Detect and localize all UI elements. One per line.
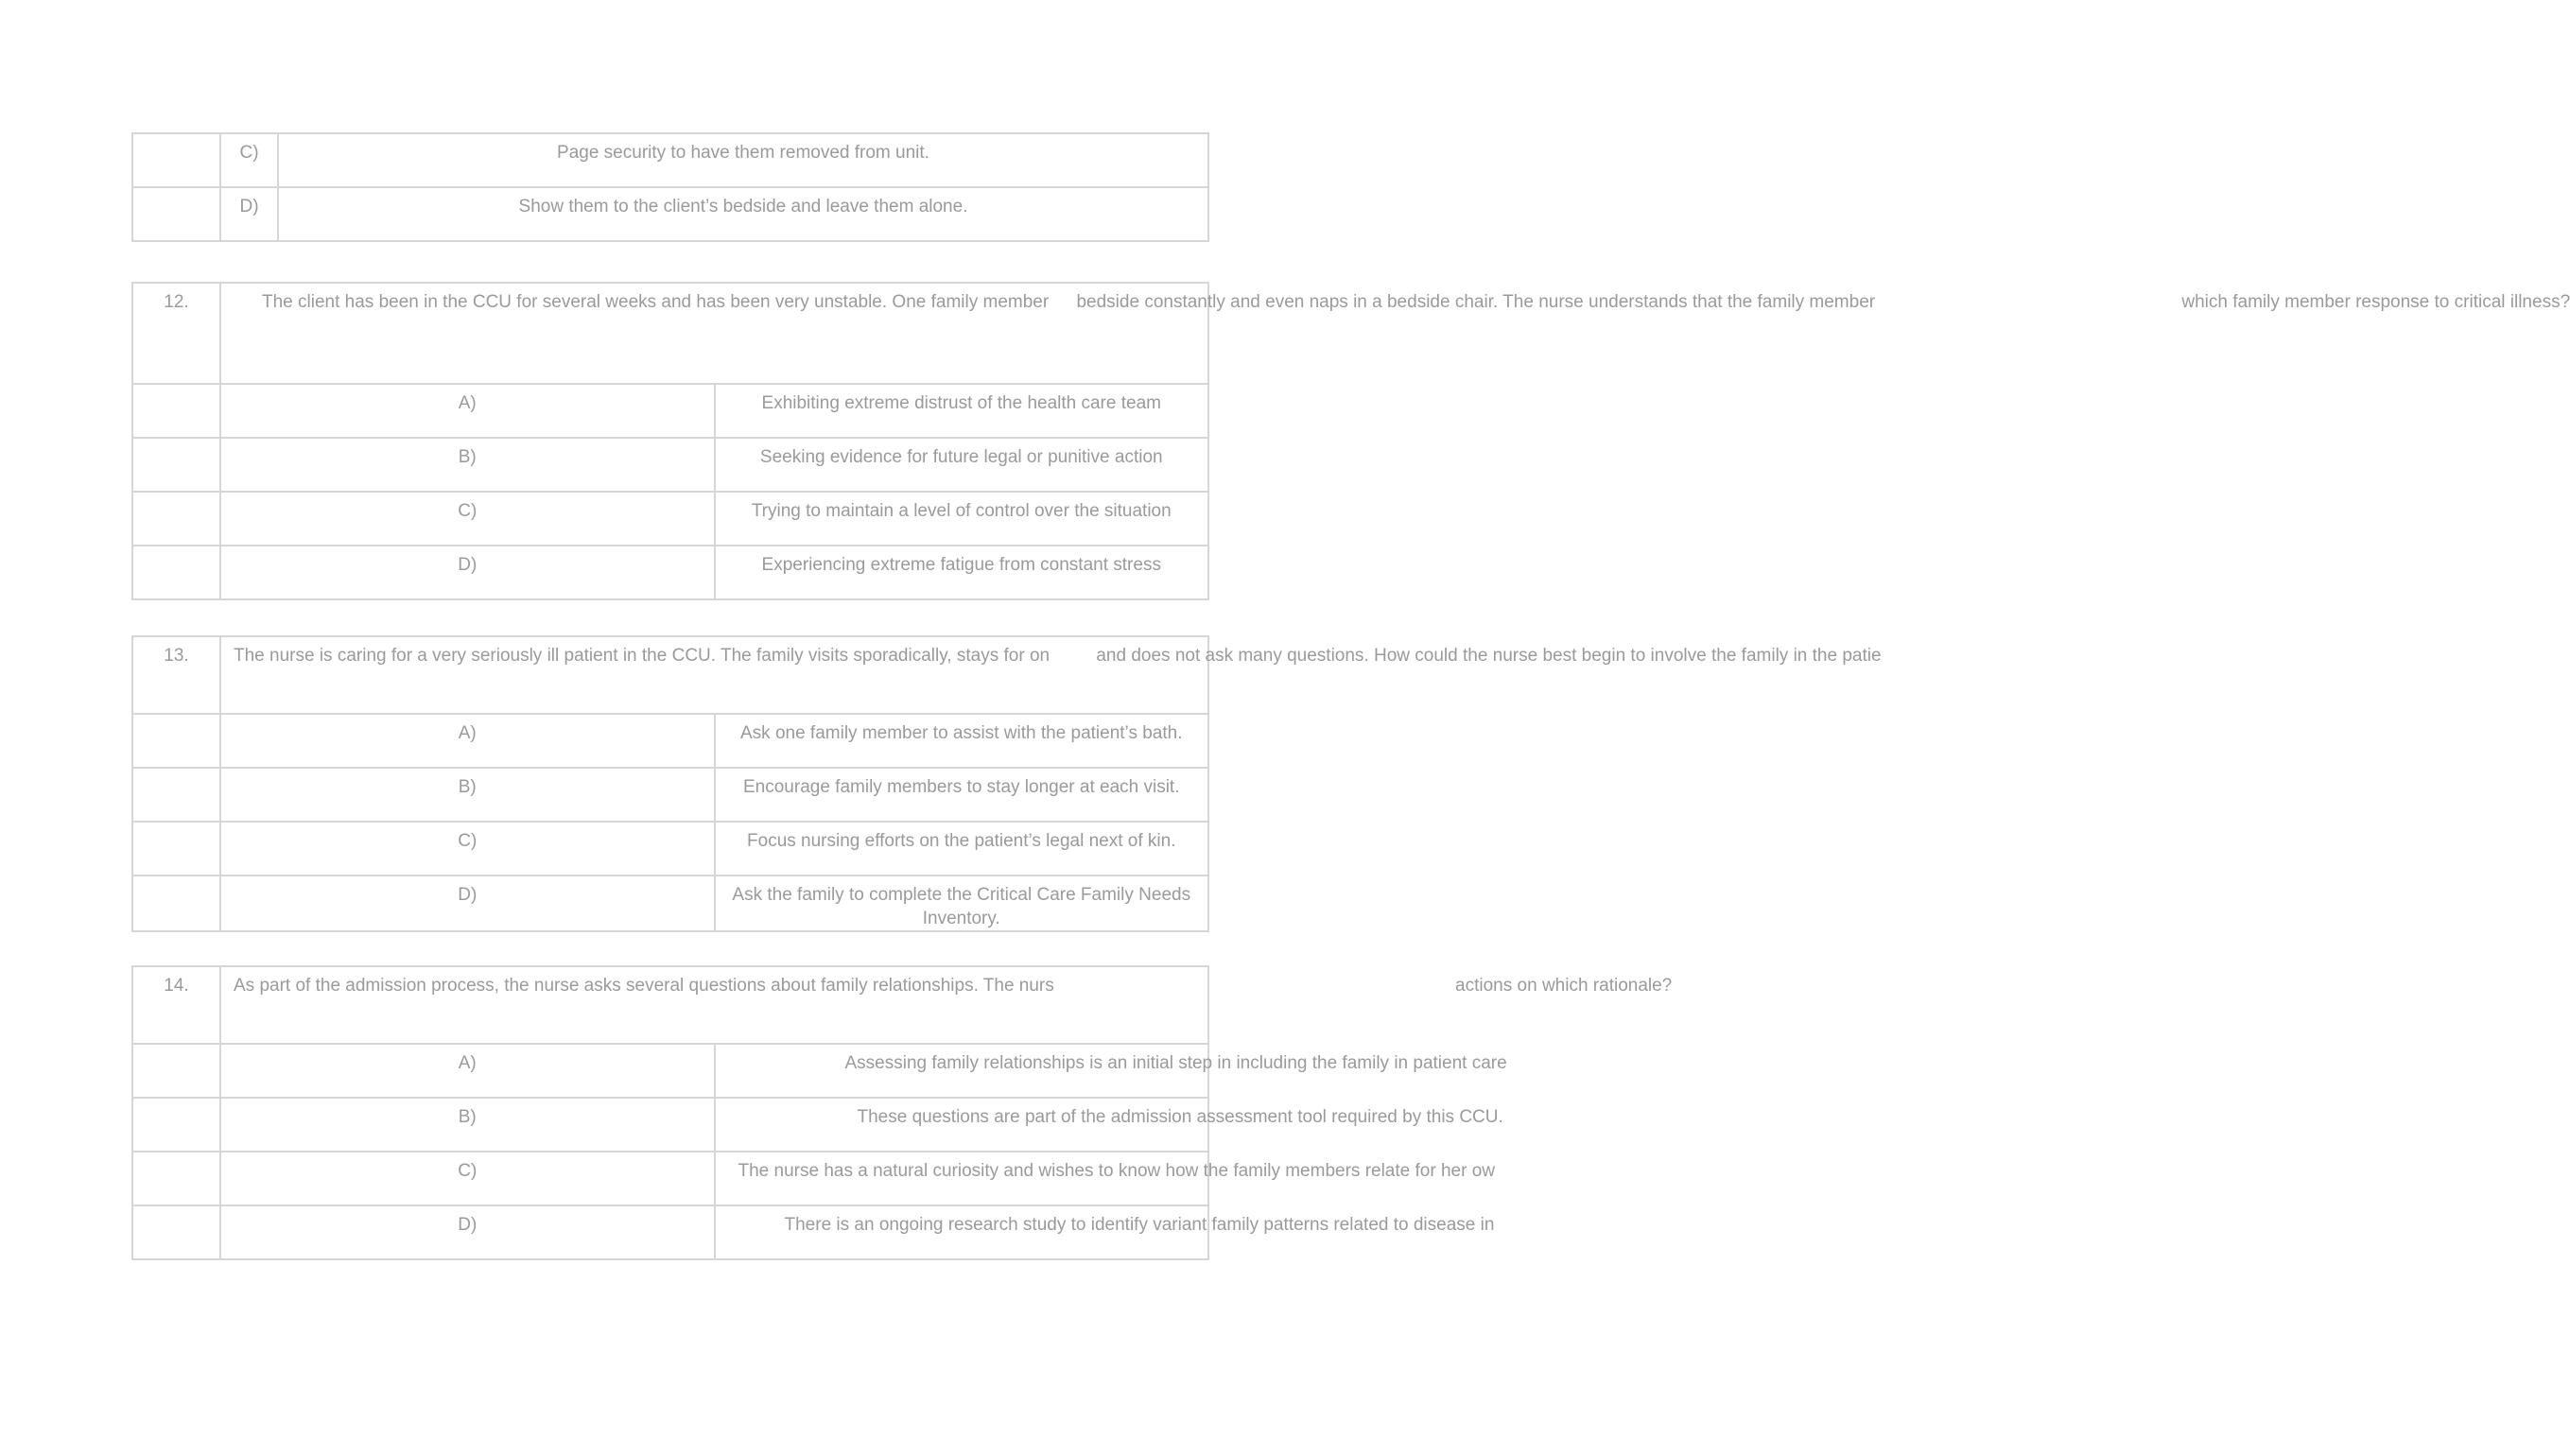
question-stem-row xyxy=(132,636,1208,714)
question-stem-line: The client has been in the CCU for several weeks and has been very unstable. One family member xyxy=(262,292,1050,312)
question-stem xyxy=(220,636,1882,714)
option-text: Exhibiting extreme distrust of the health care team xyxy=(715,384,1209,438)
question-number-cell xyxy=(132,1098,220,1152)
option-text: There is an ongoing research study to identify variant family patterns related to disease in xyxy=(715,1205,1209,1259)
option-letter: B) xyxy=(220,438,715,492)
option-text: Experiencing extreme fatigue from constant stress xyxy=(715,546,1209,599)
option-text: Seeking evidence for future legal or punitive action xyxy=(715,438,1209,492)
option-text: Encourage family members to stay longer at each visit. xyxy=(715,768,1209,822)
option-letter: B) xyxy=(220,1098,715,1152)
option-letter: B) xyxy=(220,768,715,822)
question-stem-line: actions on which rationale? xyxy=(1455,976,1673,996)
question-number-cell xyxy=(132,438,220,492)
option-text: Page security to have them removed from unit. xyxy=(278,133,1208,187)
option-text: Trying to maintain a level of control over the situation xyxy=(715,492,1209,546)
option-row xyxy=(132,546,1208,599)
option-row xyxy=(132,1098,1208,1152)
question-table-14 xyxy=(131,965,1673,1260)
option-row xyxy=(132,1205,1208,1259)
option-letter: D) xyxy=(220,187,278,241)
option-letter: A) xyxy=(220,384,715,438)
option-row xyxy=(132,714,1208,768)
question-number: 13. xyxy=(132,636,220,714)
question-table-11-continued xyxy=(131,132,1209,242)
question-stem-line: The nurse is caring for a very seriously ill patient in the CCU. The family visits sporadically, stays for on xyxy=(234,646,1051,666)
question-number-cell xyxy=(132,1044,220,1098)
option-letter: D) xyxy=(220,546,715,599)
option-text: These questions are part of the admission assessment tool required by this CCU. xyxy=(715,1098,1209,1152)
option-row xyxy=(132,875,1208,931)
question-number-cell xyxy=(132,875,220,931)
option-row xyxy=(132,187,1208,241)
option-text: Ask the family to complete the Critical Care Family Needs Inventory. xyxy=(715,875,1209,931)
option-text: Assessing family relationships is an initial step in including the family in patient care xyxy=(715,1044,1209,1098)
question-number: 14. xyxy=(132,966,220,1044)
option-row xyxy=(132,133,1208,187)
question-number-cell xyxy=(132,187,220,241)
question-number: 12. xyxy=(132,283,220,384)
option-letter: A) xyxy=(220,714,715,768)
option-text: The nurse has a natural curiosity and wishes to know how the family members relate for her ow xyxy=(715,1152,1209,1205)
question-number-cell xyxy=(132,384,220,438)
option-row xyxy=(132,822,1208,875)
question-number-cell xyxy=(132,714,220,768)
question-stem-line: bedside constantly and even naps in a bedside chair. The nurse understands that the family member xyxy=(1076,292,1876,312)
question-stem xyxy=(220,283,2570,384)
question-number-cell xyxy=(132,768,220,822)
question-number-cell xyxy=(132,1152,220,1205)
option-letter: C) xyxy=(220,133,278,187)
option-row xyxy=(132,768,1208,822)
option-row xyxy=(132,492,1208,546)
question-stem-line: As part of the admission process, the nurse asks several questions about family relationships. The nurs xyxy=(234,976,1054,996)
option-row xyxy=(132,384,1208,438)
option-row xyxy=(132,1044,1208,1098)
option-letter: A) xyxy=(220,1044,715,1098)
question-number-cell xyxy=(132,492,220,546)
option-letter: C) xyxy=(220,1152,715,1205)
option-text: Focus nursing efforts on the patient’s legal next of kin. xyxy=(715,822,1209,875)
option-letter: C) xyxy=(220,492,715,546)
option-row xyxy=(132,1152,1208,1205)
option-text: Ask one family member to assist with the patient’s bath. xyxy=(715,714,1209,768)
question-stem-row xyxy=(132,283,1208,384)
question-stem xyxy=(220,966,1673,1044)
question-table-13 xyxy=(131,635,1882,932)
question-stem-line: which family member response to critical illness? xyxy=(2181,292,2570,312)
question-stem-line: and does not ask many questions. How could the nurse best begin to involve the family in the patie xyxy=(1096,646,1882,666)
option-text: Show them to the client’s bedside and leave them alone. xyxy=(278,187,1208,241)
option-letter: D) xyxy=(220,875,715,931)
question-stem-row xyxy=(132,966,1208,1044)
question-number-cell xyxy=(132,133,220,187)
question-number-cell xyxy=(132,546,220,599)
option-letter: D) xyxy=(220,1205,715,1259)
question-number-cell xyxy=(132,1205,220,1259)
option-letter: C) xyxy=(220,822,715,875)
question-number-cell xyxy=(132,822,220,875)
question-table-12 xyxy=(131,282,2570,600)
option-row xyxy=(132,438,1208,492)
